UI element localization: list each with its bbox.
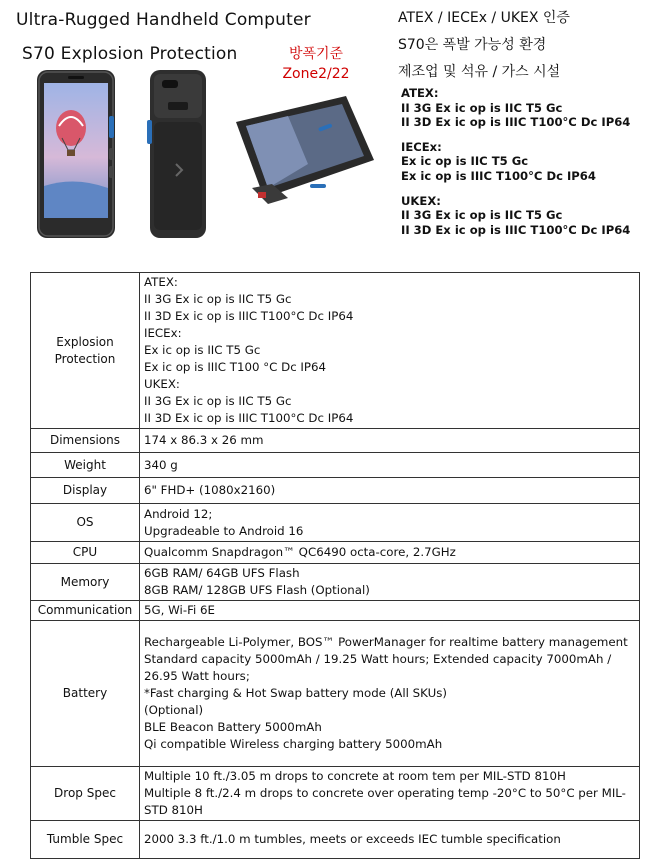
drop-line1: Multiple 10 ft./3.05 m drops to concrete at room tem per MIL-STD 810H	[144, 769, 566, 783]
weight-label: Weight	[31, 453, 140, 478]
os-line2: Upgradeable to Android 16	[144, 523, 304, 538]
device-back-image	[146, 68, 210, 240]
korean-info-line1: ATEX / IECEx / UKEX 인증	[398, 10, 570, 26]
os-line1: Android 12;	[144, 506, 213, 521]
certification-list	[401, 86, 661, 237]
ukex-title: UKEX:	[401, 193, 441, 208]
explosion-value	[140, 273, 640, 429]
dimensions-value: 174 x 86.3 x 26 mm	[140, 429, 640, 453]
memory-line2: 8GB RAM/ 128GB UFS Flash (Optional)	[144, 583, 370, 597]
iecex-title: IECEx:	[401, 139, 442, 154]
table-row-os	[31, 504, 640, 542]
ukex-line1: II 3G Ex ic op is IIC T5 Gc	[401, 208, 563, 223]
explosion-line: UKEX:	[144, 377, 180, 391]
drop-label: Drop Spec	[31, 767, 140, 821]
atex-line2: II 3D Ex ic op is IIIC T100°C Dc IP64	[401, 115, 631, 130]
battery-value	[140, 621, 640, 767]
atex-title: ATEX:	[401, 86, 439, 100]
standard-label-line1: 방폭기준	[288, 46, 344, 62]
table-row-drop	[31, 767, 640, 821]
dimensions-label: Dimensions	[31, 429, 140, 453]
drop-line2: Multiple 8 ft./2.4 m drops to concrete over operating temp -20°C to 50°C per MIL-STD 810H	[144, 786, 626, 817]
explosion-line: Ex ic op is IIC T5 Gc	[144, 343, 261, 357]
tumble-label: Tumble Spec	[31, 821, 140, 859]
battery-line6: Qi compatible Wireless charging battery 5000mAh	[144, 737, 443, 751]
memory-line1: 6GB RAM/ 64GB UFS Flash	[144, 566, 300, 580]
table-row-dimensions	[31, 429, 640, 453]
table-row-cpu	[31, 542, 640, 564]
communication-value: 5G, Wi-Fi 6E	[140, 601, 640, 621]
memory-label: Memory	[31, 564, 140, 601]
explosion-line: Ex ic op is IIIC T100 °C Dc IP64	[144, 360, 327, 374]
korean-info-line3: 제조업 및 석유 / 가스 시설	[398, 64, 561, 80]
title-line1: Ultra-Rugged Handheld Computer	[16, 10, 311, 30]
battery-line1: Rechargeable Li-Polymer, BOS™ PowerManager for realtime battery management	[144, 635, 628, 649]
table-row-explosion	[31, 273, 640, 429]
battery-label: Battery	[31, 621, 140, 767]
explosion-line: ATEX:	[144, 275, 178, 289]
table-row-display	[31, 478, 640, 504]
device-front-image	[35, 68, 117, 240]
korean-info-line2: S70은 폭발 가능성 환경	[398, 37, 547, 53]
memory-value	[140, 564, 640, 601]
table-row-weight	[31, 453, 640, 478]
weight-value: 340 g	[140, 453, 640, 478]
explosion-label: Explosion Protection	[31, 273, 140, 429]
battery-line5: BLE Beacon Battery 5000mAh	[144, 720, 322, 734]
cpu-label: CPU	[31, 542, 140, 564]
table-row-tumble	[31, 821, 640, 859]
tumble-text: 2000 3.3 ft./1.0 m tumbles, meets or exceeds IEC tumble specification	[144, 832, 561, 846]
tumble-value	[140, 821, 640, 859]
communication-label: Communication	[31, 601, 140, 621]
os-value	[140, 504, 640, 542]
title-line2: S70 Explosion Protection	[22, 44, 238, 64]
battery-line2: Standard capacity 5000mAh / 19.25 Watt hours; Extended capacity 7000mAh / 26.95 Watt hours;	[144, 652, 612, 683]
standard-label-line2: Zone2/22	[282, 66, 350, 82]
explosion-line: II 3D Ex ic op is IIIC T100°C Dc IP64	[144, 309, 354, 323]
drop-value	[140, 767, 640, 821]
explosion-line: II 3G Ex ic op is IIC T5 Gc	[144, 394, 292, 408]
ukex-line2: II 3D Ex ic op is IIIC T100°C Dc IP64	[401, 222, 631, 237]
table-row-communication	[31, 601, 640, 621]
iecex-line2: Ex ic op is IIIC T100°C Dc IP64	[401, 168, 596, 183]
iecex-line1: Ex ic op is IIC T5 Gc	[401, 154, 529, 169]
battery-line4: (Optional)	[144, 703, 204, 717]
explosion-line: II 3D Ex ic op is IIIC T100°C Dc IP64	[144, 411, 354, 425]
os-label: OS	[31, 504, 140, 542]
display-label: Display	[31, 478, 140, 504]
battery-line3: *Fast charging & Hot Swap battery mode (All SKUs)	[144, 686, 447, 700]
spec-table	[30, 272, 640, 859]
standard-label	[272, 44, 360, 84]
explosion-line: II 3G Ex ic op is IIC T5 Gc	[144, 292, 292, 306]
table-row-battery	[31, 621, 640, 767]
device-angled-image	[228, 92, 378, 208]
table-row-memory	[31, 564, 640, 601]
display-value: 6" FHD+ (1080x2160)	[140, 478, 640, 504]
explosion-line: IECEx:	[144, 326, 182, 340]
atex-line1: II 3G Ex ic op is IIC T5 Gc	[401, 100, 563, 115]
cpu-value: Qualcomm Snapdragon™ QC6490 octa-core, 2.7GHz	[140, 542, 640, 564]
